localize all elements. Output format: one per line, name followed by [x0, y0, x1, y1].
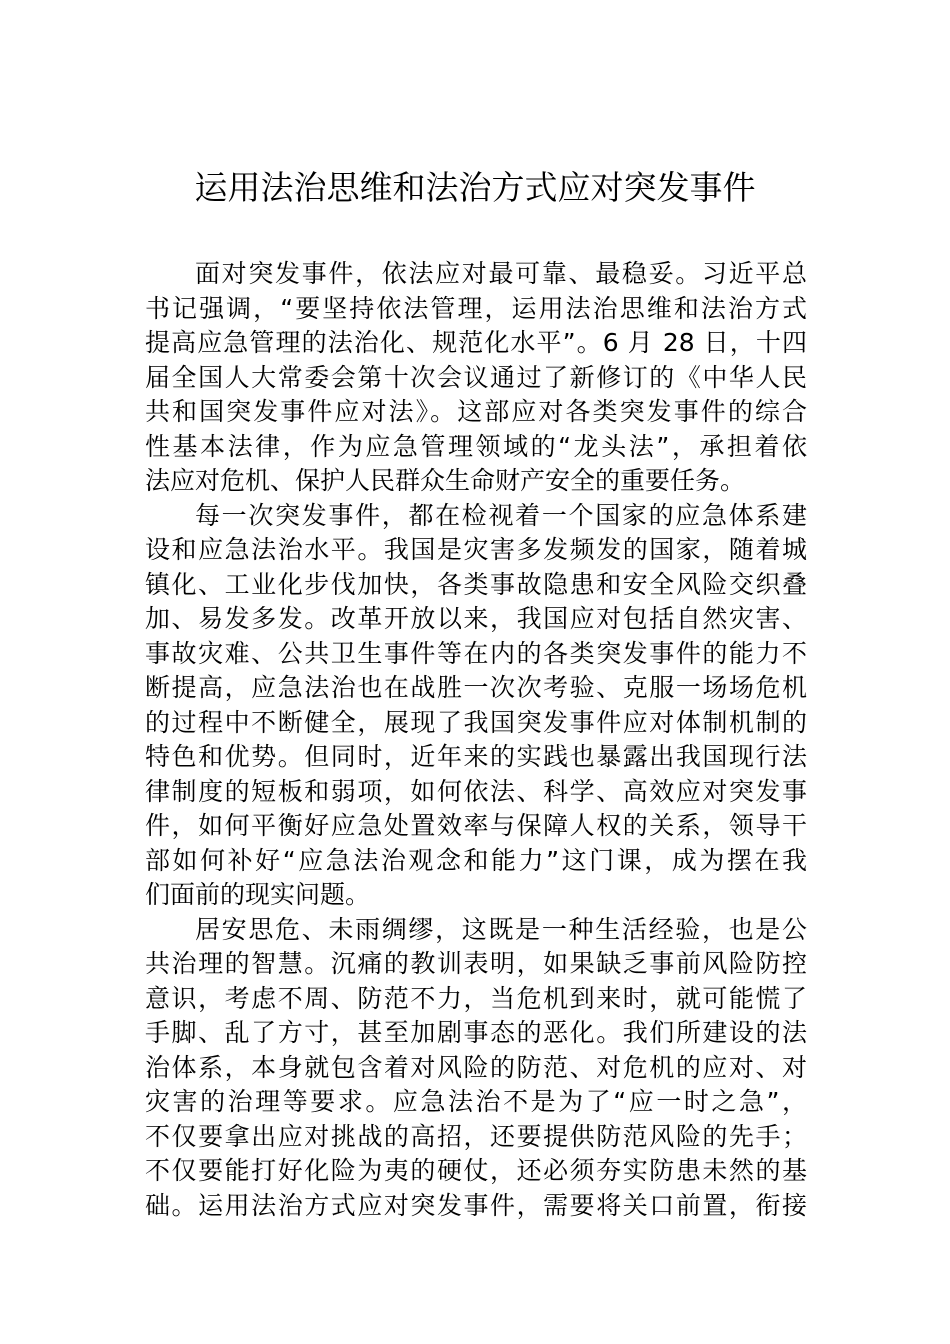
text-line: 部如何补好“应急法治观念和能力”这门课，成为摆在我 — [145, 845, 807, 875]
text-line: 届全国人大常委会第十次会议通过了新修订的《中华人民 — [145, 362, 807, 392]
text-line: 手脚、乱了方寸，甚至加剧事态的恶化。我们所建设的法 — [145, 1018, 807, 1047]
document-body — [145, 257, 807, 1223]
text-line: 面对突发事件，依法应对最可靠、最稳妥。习近平总 — [195, 259, 807, 288]
text-line: 础。运用法治方式应对突发事件，需要将关口前置，衔接 — [145, 1190, 807, 1220]
text-line: 灾害的治理等要求。应急法治不是为了“应一时之急”， — [145, 1087, 807, 1116]
text-line: 不仅要拿出应对挑战的高招，还要提供防范风险的先手； — [145, 1121, 807, 1151]
text-line: 的过程中不断健全，展现了我国突发事件应对体制机制的 — [145, 707, 807, 737]
text-line: 加、易发多发。改革开放以来，我国应对包括自然灾害、 — [145, 604, 807, 633]
text-line: 性基本法律，作为应急管理领域的“龙头法”，承担着依 — [145, 431, 807, 461]
text-line: 治体系，本身就包含着对风险的防范、对危机的应对、对 — [145, 1052, 807, 1082]
text-line: 共治理的智慧。沉痛的教训表明，如果缺乏事前风险防控 — [145, 949, 807, 978]
text-line: 镇化、工业化步伐加快，各类事故隐患和安全风险交织叠 — [145, 569, 807, 599]
text-line: 特色和优势。但同时，近年来的实践也暴露出我国现行法 — [145, 742, 807, 771]
paragraph — [145, 499, 807, 913]
text-line: 每一次突发事件，都在检视着一个国家的应急体系建 — [195, 500, 807, 530]
text-line: 们面前的现实问题。 — [145, 880, 371, 909]
text-line: 共和国突发事件应对法》。这部应对各类突发事件的综合 — [145, 397, 807, 426]
text-line: 不仅要能打好化险为夷的硬仗，还必须夯实防患未然的基 — [145, 1156, 807, 1185]
text-line: 件，如何平衡好应急处置效率与保障人权的关系，领导干 — [145, 811, 807, 840]
document-title: 运用法治思维和法治方式应对突发事件 — [194, 168, 756, 207]
text-line: 律制度的短板和弱项，如何依法、科学、高效应对突发事 — [145, 776, 807, 806]
text-line: 意识，考虑不周、防范不力，当危机到来时，就可能慌了 — [145, 983, 807, 1013]
paragraph — [145, 913, 807, 1224]
text-line: 法应对危机、保护人民群众生命财产安全的重要任务。 — [145, 466, 746, 495]
text-line: 提高应急管理的法治化、规范化水平”。6 月 28 日，十四 — [145, 328, 807, 357]
text-line: 事故灾难、公共卫生事件等在内的各类突发事件的能力不 — [145, 638, 807, 668]
text-line: 居安思危、未雨绸缪，这既是一种生活经验，也是公 — [195, 914, 807, 944]
text-line: 断提高，应急法治也在战胜一次次考验、克服一场场危机 — [145, 673, 807, 702]
text-line: 设和应急法治水平。我国是灾害多发频发的国家，随着城 — [145, 535, 807, 564]
paragraph — [145, 257, 807, 499]
text-line: 书记强调，“要坚持依法管理，运用法治思维和法治方式 — [145, 293, 807, 323]
